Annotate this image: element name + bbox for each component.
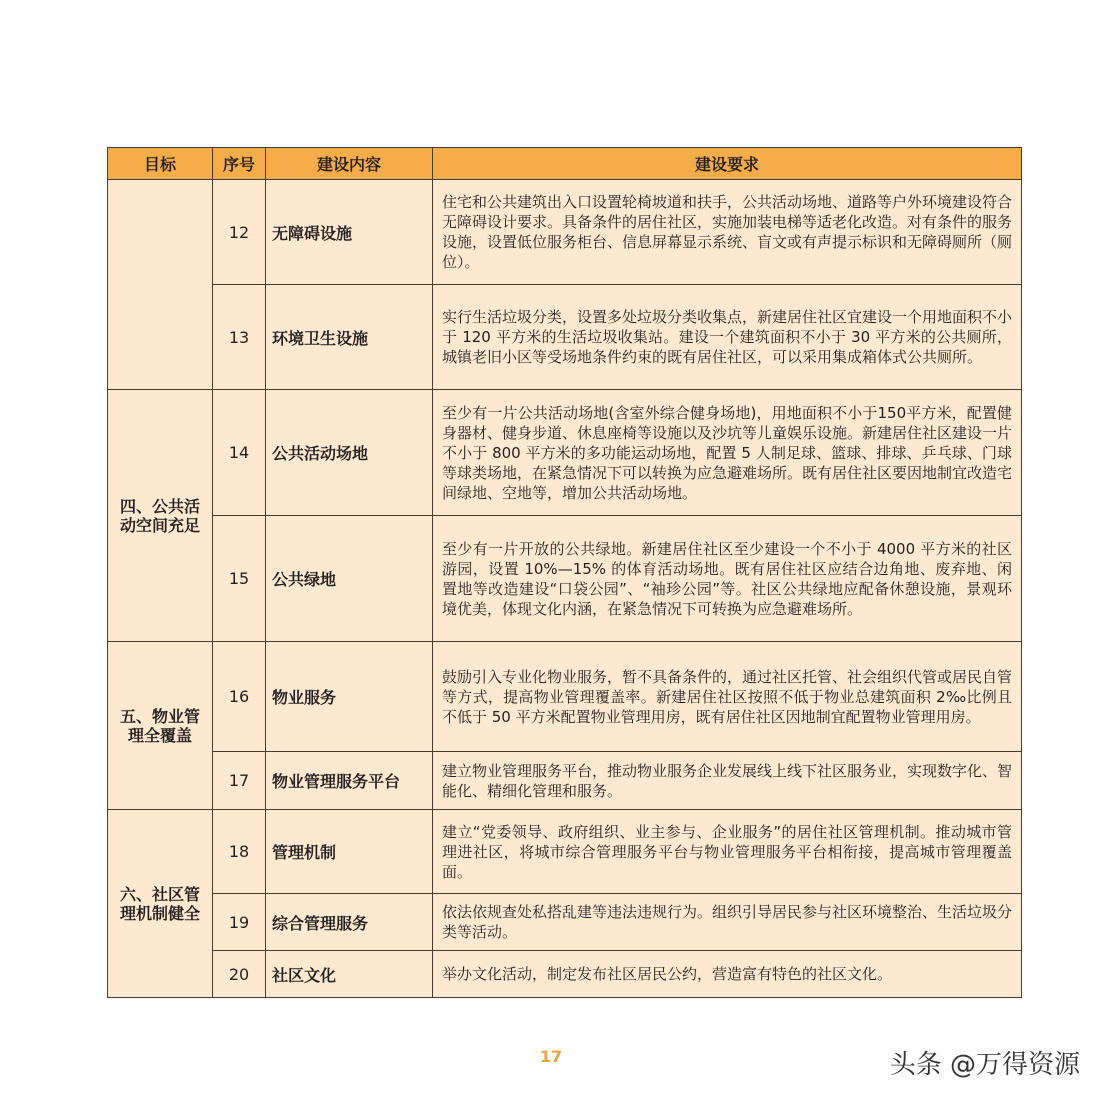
requirement-text: 依法依规查处私搭乱建等违法违规行为。组织引导居民参与社区环境整治、生活垃圾分类等活动。	[433, 894, 1022, 951]
requirement-text: 实行生活垃圾分类，设置多处垃圾分类收集点，新建居住社区宜建设一个用地面积不小于 120 平方米的生活垃圾收集站。建设一个建筑面积不小于 30 平方米的公共厕所，城镇老旧小区等受场地条件约束的既有居住社区，可以采用集成箱体式公共厕所。	[433, 285, 1022, 390]
requirement-text: 至少有一片开放的公共绿地。新建居住社区至少建设一个不小于 4000 平方米的社区游园，设置 10%—15% 的体育活动场地。既有居住社区应结合边角地、废弃地、闲置地等改造建设“口袋公园”、“袖珍公园”等。社区公共绿地应配备休憩设施，景观环境优美，体现文化内涵，在紧急情况下可转换为应急避难场所。	[433, 516, 1022, 642]
table-row	[108, 951, 1022, 998]
row-number: 18	[213, 810, 266, 894]
content-item: 物业服务	[266, 642, 433, 752]
requirements-table	[107, 147, 1022, 998]
requirement-text: 鼓励引入专业化物业服务，暂不具备条件的，通过社区托管、社会组织代管或居民自管等方式，提高物业管理覆盖率。新建居住社区按照不低于物业总建筑面积 2‰比例且不低于 50 平方米配置物业管理用房，既有居住社区因地制宜配置物业管理用房。	[433, 642, 1022, 752]
goal-cell	[108, 180, 213, 390]
header-requirements: 建设要求	[433, 148, 1022, 180]
table-row	[108, 642, 1022, 752]
content-item: 物业管理服务平台	[266, 752, 433, 810]
row-number: 12	[213, 180, 266, 285]
row-number: 17	[213, 752, 266, 810]
table-row	[108, 180, 1022, 285]
content-item: 社区文化	[266, 951, 433, 998]
row-number: 19	[213, 894, 266, 951]
watermark: 头条 @万得资源	[889, 1050, 1080, 1080]
header-goal: 目标	[108, 148, 213, 180]
content-item: 管理机制	[266, 810, 433, 894]
table-row	[108, 285, 1022, 390]
table-row	[108, 516, 1022, 642]
content-item: 无障碍设施	[266, 180, 433, 285]
header-number: 序号	[213, 148, 266, 180]
goal-cell: 四、公共活动空间充足	[108, 390, 213, 642]
content-item: 综合管理服务	[266, 894, 433, 951]
page-number: 17	[539, 1047, 563, 1066]
row-number: 14	[213, 390, 266, 516]
row-number: 15	[213, 516, 266, 642]
requirement-text: 住宅和公共建筑出入口设置轮椅坡道和扶手，公共活动场地、道路等户外环境建设符合无障碍设计要求。具备条件的居住社区，实施加装电梯等适老化改造。对有条件的服务设施，设置低位服务柜台、信息屏幕显示系统、盲文或有声提示标识和无障碍厕所（厕位）。	[433, 180, 1022, 285]
requirement-text: 举办文化活动，制定发布社区居民公约，营造富有特色的社区文化。	[433, 951, 1022, 998]
table-row	[108, 390, 1022, 516]
row-number: 16	[213, 642, 266, 752]
requirement-text: 至少有一片公共活动场地(含室外综合健身场地)，用地面积不小于150平方米，配置健身器材、健身步道、休息座椅等设施以及沙坑等儿童娱乐设施。新建居住社区建设一片不小于 800 平方米的多功能运动场地，配置 5 人制足球、篮球、排球、乒乓球、门球等球类场地，在紧急情况下可以转换为应急避难场所。既有居住社区要因地制宜改造宅间绿地、空地等，增加公共活动场地。	[433, 390, 1022, 516]
header-content: 建设内容	[266, 148, 433, 180]
requirement-text: 建立“党委领导、政府组织、业主参与、企业服务”的居住社区管理机制。推动城市管理进社区，将城市综合管理服务平台与物业管理服务平台相衔接，提高城市管理覆盖面。	[433, 810, 1022, 894]
row-number: 13	[213, 285, 266, 390]
goal-cell: 五、物业管理全覆盖	[108, 642, 213, 810]
table-row	[108, 752, 1022, 810]
goal-cell: 六、社区管理机制健全	[108, 810, 213, 998]
content-item: 环境卫生设施	[266, 285, 433, 390]
table-row	[108, 810, 1022, 894]
table-header-row	[108, 148, 1022, 180]
content-item: 公共活动场地	[266, 390, 433, 516]
requirement-text: 建立物业管理服务平台，推动物业服务企业发展线上线下社区服务业，实现数字化、智能化、精细化管理和服务。	[433, 752, 1022, 810]
table-row	[108, 894, 1022, 951]
content-item: 公共绿地	[266, 516, 433, 642]
row-number: 20	[213, 951, 266, 998]
